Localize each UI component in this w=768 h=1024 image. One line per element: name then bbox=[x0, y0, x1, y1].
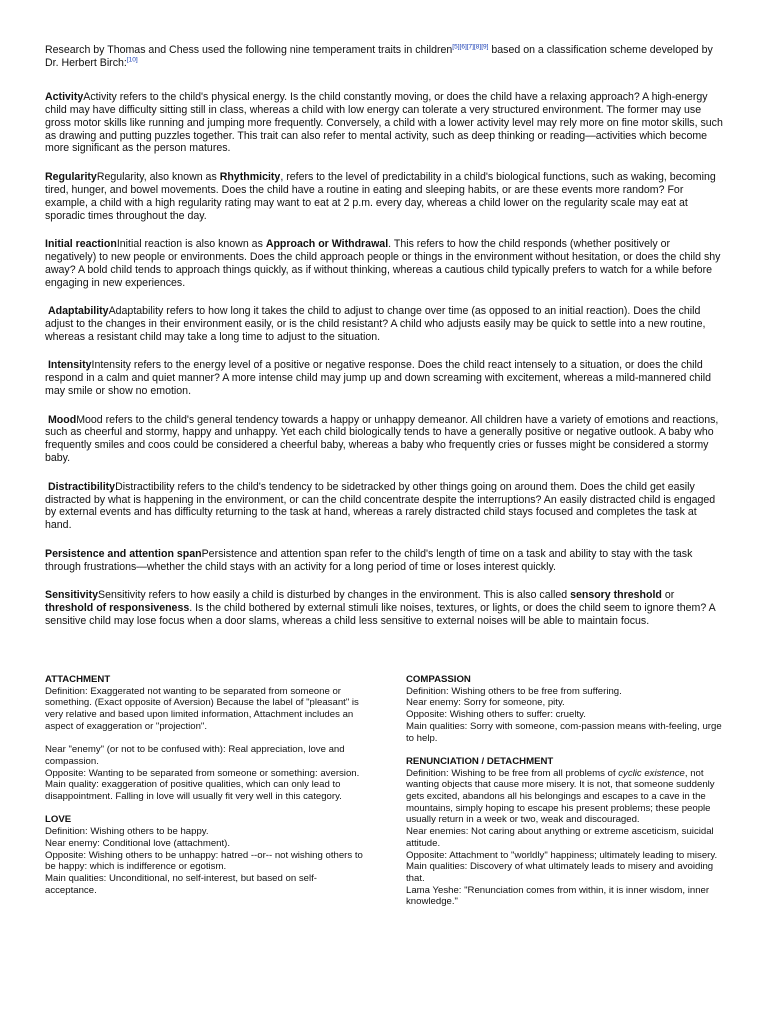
near-enemy-line: Near enemies: Not caring about anything or extreme asceticism, suicidal attitude. bbox=[406, 826, 714, 849]
reference-link[interactable]: [5][6][7][8][9] bbox=[452, 43, 489, 51]
section-title: COMPASSION bbox=[406, 674, 471, 685]
trait-mood: MoodMood refers to the child's general tendency towards a happy or unhappy demeanor. All children have a variety of emotions and reactions, such as cheerful and stormy, happy and unhappy. Yet each child biologically tends to have a generally positive or negative outlook. A baby who frequently smiles and coos could be considered a cheerful baby, whereas a baby who frequently cries or fusses might be considered a stormy baby. bbox=[45, 413, 719, 465]
definition-line: Definition: Wishing others to be free from suffering. bbox=[406, 685, 622, 697]
section-title: LOVE bbox=[45, 814, 72, 826]
main-text bbox=[45, 44, 723, 643]
trait-regularity: RegularityRegularity, also known as Rhythmicity, refers to the level of predictability in a child's biological functions, such as waking, becoming tired, hunger, and bowel movements. Does the child have a routine in eating and sleeping habits, or are these events more random? For example, a child with a high regularity rating may want to eat at 2 p.m. every day, whereas a child lower on the regularity scale may eat at sporadic times throughout the day. bbox=[45, 170, 716, 222]
near-enemy-line: Near "enemy" (or not to be confused with): Real appreciation, love and compassion. bbox=[45, 744, 345, 767]
section-title: RENUNCIATION / DETACHMENT bbox=[406, 755, 554, 767]
main-quality-line: Main qualities: Discovery of what ultimately leads to misery and avoiding that. bbox=[406, 861, 714, 884]
trait-intensity: IntensityIntensity refers to the energy level of a positive or negative response. Does the child react intensely to a situation, or does the child respond in a calm and quiet manner? A more intense child may jump up and down screaming with excitement, whereas a mild-mannered child may smile or show no emotion. bbox=[45, 359, 711, 398]
main-quality-line: Main qualities: Unconditional, no self-interest, but based on self-acceptance. bbox=[45, 872, 317, 896]
two-column-section bbox=[45, 674, 725, 1014]
right-column bbox=[406, 674, 726, 908]
trait-distractibility: DistractibilityDistractibility refers to the child's tendency to be sidetracked by other things going on around them. Does the child get easily distracted by what is happening in the environment, or can the child concentrate despite the interruptions? An easily distracted child is engaged by external events and has difficulty returning to the task at hand, whereas a rarely distracted child stays focused and completes the task at hand. bbox=[45, 480, 716, 532]
opposite-line: Opposite: Wanting to be separated from someone or something: aversion. bbox=[45, 767, 360, 779]
love-section bbox=[45, 814, 365, 896]
reference-link[interactable]: [10] bbox=[126, 56, 138, 64]
left-column bbox=[45, 674, 365, 896]
main-quality-line: Main quality: exaggeration of positive qualities, which can only lead to disappointment. Falling in love will usually fit very well in this category. bbox=[45, 779, 342, 803]
opposite-line: Opposite: Wishing others to suffer: cruelty. bbox=[406, 709, 586, 721]
definition-line: Definition: Wishing to be free from all problems of cyclic existence, not wanting objects that cause more misery. It is not, that someone suddenly gets excited, abandons all his belongings and escapes to a cave in the mountains, simply hoping to escape his present problems; these people usually return in a week or two, weak and discouraged. bbox=[406, 767, 715, 826]
definition-line: Definition: Wishing others to be happy. bbox=[45, 826, 209, 838]
trait-persistence: Persistence and attention spanPersistence and attention span refer to the child's length of time on a task and ability to stay with the task through frustrations—whether the child stays with an activity for a long period of time or loses interest quickly. bbox=[45, 547, 693, 573]
trait-sensitivity: SensitivitySensitivity refers to how easily a child is disturbed by changes in the environment. This is also called sensory threshold or threshold of responsiveness. Is the child bothered by external stimuli like noises, textures, or lights, or does the child seem to ignore them? A sensitive child may lose focus when a door slams, whereas a child less sensitive to external noises will be able to maintain focus. bbox=[45, 589, 716, 627]
intro-paragraph: Research by Thomas and Chess used the following nine temperament traits in children[5][6][7][8][9] based on a classification scheme developed by Dr. Herbert Birch:[10] bbox=[45, 43, 713, 69]
near-enemy-line: Near enemy: Conditional love (attachment). bbox=[45, 837, 231, 849]
opposite-line: Opposite: Wishing others to be unhappy: hatred --or-- not wishing others to be happy: which is indifference or egotism. bbox=[45, 849, 363, 873]
renunciation-section bbox=[406, 756, 726, 908]
trait-activity: ActivityActivity refers to the child's physical energy. Is the child constantly moving, or does the child have a relaxing approach? A high-energy child may have difficulty sitting still in class, whereas a child with low energy can tolerate a very structured environment. The former may use gross motor skills like running and jumping more frequently. Conversely, a child with a lower activity level may rely more on fine motor skills, such as drawing and putting puzzles together. This trait can also refer to mental activity, such as deep thinking or reading—activities which become more significant as the person matures. bbox=[45, 90, 723, 155]
opposite-line: Opposite: Attachment to "worldly" happiness; ultimately leading to misery. bbox=[406, 849, 718, 861]
attachment-section bbox=[45, 674, 365, 803]
main-quality-line: Main qualities: Sorry with someone, com-passion means with-feeling, urge to help. bbox=[406, 720, 722, 744]
definition-line: Definition: Exaggerated not wanting to be separated from someone or something. (Exact opposite of Aversion) Because the label of "pleasant" is very relative and based upon limited information, Attachment includes an aspect of exaggeration or "projection". bbox=[45, 685, 359, 732]
trait-initial-reaction: Initial reactionInitial reaction is also known as Approach or Withdrawal. This refers to how the child responds (whether positively or negatively) to new people or environments. Does the child approach people or things in the environment without hesitation, or does the child shy away? A bold child tends to approach things quickly, as if without thinking, whereas a cautious child typically prefers to watch for a while before engaging in new experiences. bbox=[45, 237, 721, 289]
section-title: ATTACHMENT bbox=[45, 674, 111, 685]
near-enemy-line: Near enemy: Sorry for someone, pity. bbox=[406, 697, 565, 709]
compassion-section bbox=[406, 674, 726, 744]
quote-line: Lama Yeshe: "Renunciation comes from within, it is inner wisdom, inner knowledge." bbox=[406, 884, 710, 908]
trait-adaptability: AdaptabilityAdaptability refers to how long it takes the child to adjust to change over time (as opposed to an initial reaction). Does the child adjust to the changes in their environment easily, or is the child resistant? A child who adjusts easily may be quick to settle into a new routine, whereas a resistant child may take a long time to adjust to the situation. bbox=[45, 305, 706, 343]
